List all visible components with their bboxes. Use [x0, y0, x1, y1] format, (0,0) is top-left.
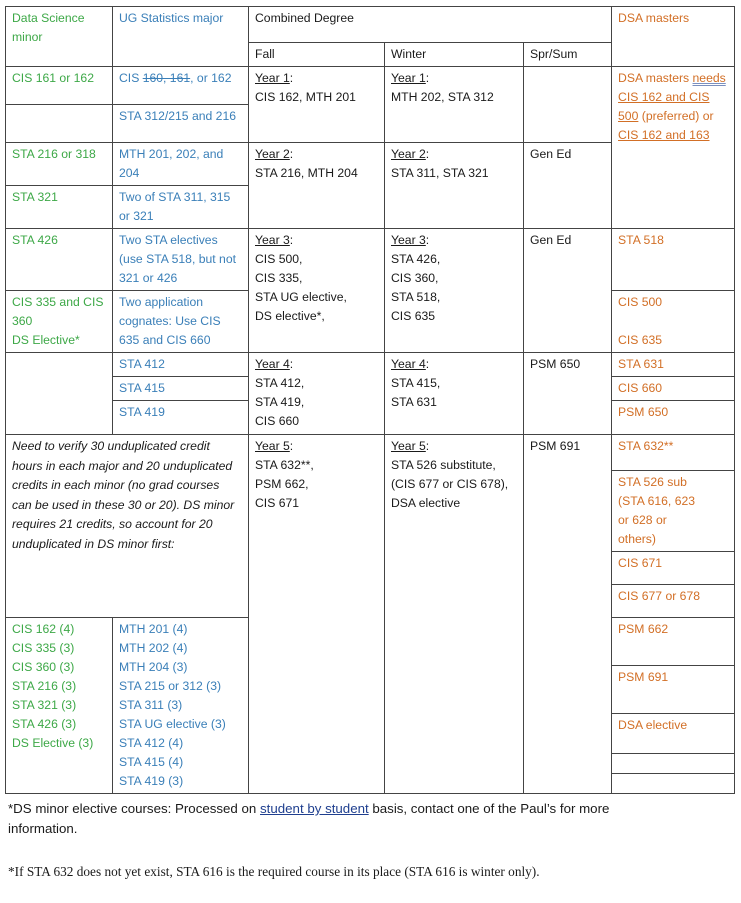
ds-minor-sta-321: STA 321 [6, 186, 113, 229]
year5-winter: Year 5: STA 526 substitute, (CIS 677 or CIS 678), DSA elective [385, 435, 524, 794]
header-spr-sum: Spr/Sum [524, 43, 612, 67]
dsa-cis-671: CIS 671 [612, 552, 735, 585]
footnote-sta-632: *If STA 632 does not yet exist, STA 616 is the required course in its place (STA 616 is winter only). [8, 864, 540, 879]
year1-sprsum [524, 67, 612, 143]
ds-minor-empty-2 [6, 353, 113, 435]
ug-credit-list: MTH 201 (4) MTH 202 (4) MTH 204 (3) STA 215 or 312 (3) STA 311 (3) STA UG elective (3) STA 412 (4) STA 415 (4) STA 419 (3) [113, 618, 249, 794]
ds-minor-sta-216: STA 216 or 318 [6, 143, 113, 186]
ug-mth-201: MTH 201, 202, and 204 [113, 143, 249, 186]
header-fall: Fall [249, 43, 385, 67]
dsa-prereq-note: DSA masters needs CIS 162 and CIS 500 (preferred) or CIS 162 and 163 [612, 67, 735, 229]
ug-sta-419: STA 419 [113, 401, 249, 435]
year3-sprsum: Gen Ed [524, 229, 612, 353]
dsa-psm-650: PSM 650 [612, 401, 735, 435]
ug-sta-412: STA 412 [113, 353, 249, 377]
year1-winter: Year 1: MTH 202, STA 312 [385, 67, 524, 143]
dsa-cis-677-678: CIS 677 or 678 [612, 585, 735, 618]
verify-credits-note: Need to verify 30 unduplicated credit hours in each major and 20 unduplicated credits in each minor (no grad courses can be used in these 30 or 20). DS minor requires 21 credits, so account for 20 unduplicated in DS minor first: [6, 435, 249, 618]
student-by-student-link[interactable]: student by student [260, 801, 369, 816]
year4-sprsum: PSM 650 [524, 353, 612, 435]
header-combined-degree: Combined Degree [249, 7, 612, 43]
year4-fall: Year 4: STA 412, STA 419, CIS 660 [249, 353, 385, 435]
ug-sta-electives: Two STA electives (use STA 518, but not 321 or 426 [113, 229, 249, 291]
dsa-cis-660: CIS 660 [612, 377, 735, 401]
dsa-cis-500-635: CIS 500 CIS 635 [612, 291, 735, 353]
header-dsa-masters: DSA masters [612, 7, 735, 67]
year2-sprsum: Gen Ed [524, 143, 612, 229]
dsa-empty-2 [612, 774, 735, 794]
year4-winter: Year 4: STA 415, STA 631 [385, 353, 524, 435]
ds-minor-sta-426: STA 426 [6, 229, 113, 291]
dsa-sta-631: STA 631 [612, 353, 735, 377]
dsa-elective: DSA elective [612, 714, 735, 754]
header-winter: Winter [385, 43, 524, 67]
ds-minor-cis-335: CIS 335 and CIS 360 DS Elective* [6, 291, 113, 353]
year5-sprsum: PSM 691 [524, 435, 612, 794]
ds-credit-list: CIS 162 (4) CIS 335 (3) CIS 360 (3) STA 216 (3) STA 321 (3) STA 426 (3) DS Elective (3) [6, 618, 113, 794]
year5-fall: Year 5: STA 632**, PSM 662, CIS 671 [249, 435, 385, 794]
dsa-sta-632: STA 632** [612, 435, 735, 471]
dsa-sta-526-sub: STA 526 sub (STA 616, 623 or 628 or others) [612, 471, 735, 552]
year3-fall: Year 3: CIS 500, CIS 335, STA UG elective, DS elective*, [249, 229, 385, 353]
ds-minor-cis-161: CIS 161 or 162 [6, 67, 113, 105]
ug-two-of-sta: Two of STA 311, 315 or 321 [113, 186, 249, 229]
ds-minor-elective: DS Elective* [12, 333, 80, 347]
ug-sta-415: STA 415 [113, 377, 249, 401]
footnote-ds-elective: *DS minor elective courses: Processed on student by student basis, contact one of the Paul’s for more information. [8, 801, 610, 836]
degree-plan-table [5, 6, 735, 794]
dsa-psm-662: PSM 662 [612, 618, 735, 666]
dsa-cis-635: CIS 635 [618, 333, 663, 347]
ug-cis-row: CIS 160, 161, or 162 [113, 67, 249, 105]
header-ds-minor: Data Science minor [6, 7, 113, 67]
ug-application-cognates: Two application cognates: Use CIS 635 and CIS 660 [113, 291, 249, 353]
year2-fall: Year 2: STA 216, MTH 204 [249, 143, 385, 229]
dsa-empty-1 [612, 754, 735, 774]
year1-fall: Year 1: CIS 162, MTH 201 [249, 67, 385, 143]
header-ug-statistics: UG Statistics major [113, 7, 249, 67]
dsa-sta-518: STA 518 [612, 229, 735, 291]
year2-winter: Year 2: STA 311, STA 321 [385, 143, 524, 229]
ds-minor-empty-1 [6, 105, 113, 143]
dsa-psm-691: PSM 691 [612, 666, 735, 714]
year3-winter: Year 3: STA 426, CIS 360, STA 518, CIS 635 [385, 229, 524, 353]
ug-sta-312: STA 312/215 and 216 [113, 105, 249, 143]
